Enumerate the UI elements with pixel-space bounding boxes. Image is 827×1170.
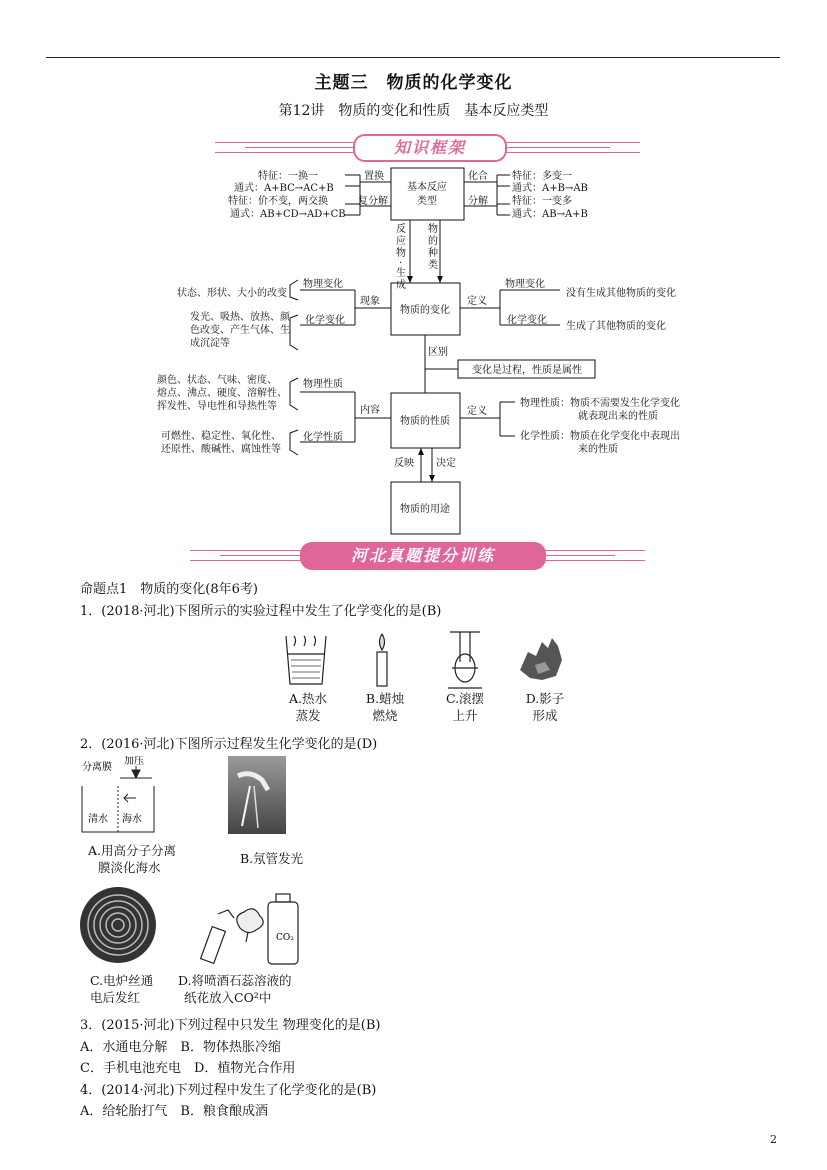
question-3-options-1: A．水通电分解 B．物体热胀冷缩 <box>80 1040 281 1055</box>
q1-figures <box>280 630 570 690</box>
page-title: 主题三 物质的化学变化 <box>314 73 513 93</box>
svg-text:现象: 现象 <box>360 296 380 307</box>
q2-caption-d: D.将喷酒石蕊溶液的 纸花放入CO²中 <box>178 973 292 1005</box>
svg-text:定义: 定义 <box>467 406 487 417</box>
svg-text:可燃性、稳定性、氧化性、: 可燃性、稳定性、氧化性、 <box>161 431 281 442</box>
training-banner <box>190 540 645 570</box>
svg-text:复分解: 复分解 <box>358 196 388 207</box>
svg-text:决定: 决定 <box>436 458 456 469</box>
q1-caption-d: D.影子 形成 <box>525 691 565 723</box>
svg-text:化学变化: 化学变化 <box>305 315 345 326</box>
svg-text:就表现出来的性质: 就表现出来的性质 <box>578 411 658 422</box>
svg-text:通式：A+B→AB: 通式：A+B→AB <box>512 183 588 194</box>
pendulum-icon <box>448 632 482 688</box>
svg-text:通式：A+BC→AC+B: 通式：A+BC→AC+B <box>234 183 334 194</box>
question-1: 1．(2018·河北)下图所示的实验过程中发生了化学变化的是(B) <box>80 604 442 619</box>
svg-text:没有生成其他物质的变化: 没有生成其他物质的变化 <box>566 288 676 299</box>
svg-text:通式：AB+CD→AD+CB: 通式：AB+CD→AD+CB <box>230 209 346 220</box>
svg-text:分解: 分解 <box>468 196 488 207</box>
svg-text:类: 类 <box>428 260 438 271</box>
hand-shadow-icon <box>520 638 562 680</box>
question-4: 4．(2014·河北)下列过程中发生了化学变化的是(B) <box>80 1083 377 1098</box>
svg-text:物理变化: 物理变化 <box>505 279 545 290</box>
svg-text:生成了其他物质的变化: 生成了其他物质的变化 <box>566 321 666 332</box>
svg-text:物质的性质: 物质的性质 <box>400 416 450 427</box>
svg-text:的: 的 <box>428 236 438 247</box>
question-4-options-1: A．给轮胎打气 B．粮食酿成酒 <box>80 1104 268 1119</box>
question-3-options-2: C．手机电池充电 D．植物光合作用 <box>80 1061 296 1076</box>
svg-text:色改变、产生气体、生: 色改变、产生气体、生 <box>190 325 290 336</box>
svg-text:置换: 置换 <box>364 171 384 182</box>
svg-text:种: 种 <box>428 248 438 259</box>
q2-figure-c <box>78 885 158 965</box>
q1-caption-c: C.滚摆 上升 <box>445 691 485 723</box>
svg-text:内容: 内容 <box>360 405 380 416</box>
svg-text:加压: 加压 <box>124 756 144 767</box>
knowledge-framework-diagram <box>0 0 827 560</box>
svg-text:还原性、酸碱性、腐蚀性等: 还原性、酸碱性、腐蚀性等 <box>161 444 281 455</box>
svg-text:通式：AB→A+B: 通式：AB→A+B <box>512 209 588 220</box>
svg-text:颜色、状态、气味、密度、: 颜色、状态、气味、密度、 <box>157 375 277 386</box>
svg-text:挥发性、导电性和导热性等: 挥发性、导电性和导热性等 <box>157 401 277 412</box>
svg-text:应: 应 <box>396 236 406 247</box>
svg-text:化合: 化合 <box>468 171 488 182</box>
svg-text:变化是过程，性质是属性: 变化是过程，性质是属性 <box>472 365 582 376</box>
basic-box-line1: 基本反应 <box>407 182 447 193</box>
candle-icon <box>377 634 387 686</box>
q2-caption-b: B.氖管发光 <box>240 851 304 866</box>
svg-text:物: 物 <box>428 224 438 235</box>
svg-text:化学变化: 化学变化 <box>507 315 547 326</box>
framework-banner-label: 知识框架 <box>353 134 507 162</box>
svg-text:特征：多变一: 特征：多变一 <box>512 171 572 182</box>
q2-figure-a <box>80 756 160 836</box>
svg-text:化学性质: 化学性质 <box>303 432 343 443</box>
page-number: 2 <box>770 1133 777 1146</box>
svg-text:化学性质：物质在化学变化中表现出: 化学性质：物质在化学变化中表现出 <box>520 431 680 442</box>
svg-text:物理性质: 物理性质 <box>303 379 343 390</box>
svg-text:清水: 清水 <box>88 814 108 825</box>
training-banner-label: 河北真题提分训练 <box>300 542 546 570</box>
svg-text:区别: 区别 <box>428 347 448 358</box>
svg-text:反映: 反映 <box>394 458 414 469</box>
q2-caption-c: C.电炉丝通 电后发红 <box>90 973 154 1005</box>
svg-text:海水: 海水 <box>122 814 142 825</box>
svg-text:物理变化: 物理变化 <box>303 279 343 290</box>
page-subtitle: 第12讲 物质的变化和性质 基本反应类型 <box>278 103 549 119</box>
svg-text:物质的变化: 物质的变化 <box>400 305 450 316</box>
svg-text:分离膜: 分离膜 <box>82 762 112 773</box>
svg-text:CO₂: CO₂ <box>276 933 294 943</box>
q1-caption-a: A.热水 蒸发 <box>288 691 327 723</box>
svg-text:成沉淀等: 成沉淀等 <box>190 338 230 349</box>
svg-text:特征：价不变，两交换: 特征：价不变，两交换 <box>228 196 328 207</box>
svg-text:特征：一变多: 特征：一变多 <box>512 196 572 207</box>
question-3: 3．(2015·河北)下列过程中只发生 物理变化的是(B) <box>80 1018 381 1033</box>
q2-caption-a: A.用高分子分离 膜淡化海水 <box>88 843 177 875</box>
q1-caption-b: B.蜡烛 燃烧 <box>365 691 405 723</box>
svg-text:成: 成 <box>396 280 406 291</box>
svg-text:物理性质：物质不需要发生化学变化: 物理性质：物质不需要发生化学变化 <box>520 398 680 409</box>
q2-figure-d <box>200 888 310 968</box>
svg-text:·: · <box>399 258 403 269</box>
beaker-icon <box>286 636 326 684</box>
question-2: 2．(2016·河北)下图所示过程发生化学变化的是(D) <box>80 737 378 752</box>
svg-text:物质的用途: 物质的用途 <box>400 504 450 515</box>
svg-text:反: 反 <box>396 224 406 235</box>
q2-figure-b <box>228 756 286 834</box>
svg-text:生: 生 <box>396 268 406 279</box>
basic-box-line2: 类型 <box>417 196 437 207</box>
svg-text:特征：一换一: 特征：一换一 <box>258 171 318 182</box>
svg-text:定义: 定义 <box>467 296 487 307</box>
svg-text:物: 物 <box>396 248 406 259</box>
svg-text:发光、吸热、放热、颜: 发光、吸热、放热、颜 <box>190 312 290 323</box>
svg-text:熔点、沸点、硬度、溶解性、: 熔点、沸点、硬度、溶解性、 <box>157 388 287 399</box>
section-heading: 命题点1 物质的变化(8年6考) <box>80 582 258 597</box>
svg-text:状态、形状、大小的改变: 状态、形状、大小的改变 <box>177 288 287 299</box>
svg-text:来的性质: 来的性质 <box>578 444 618 455</box>
